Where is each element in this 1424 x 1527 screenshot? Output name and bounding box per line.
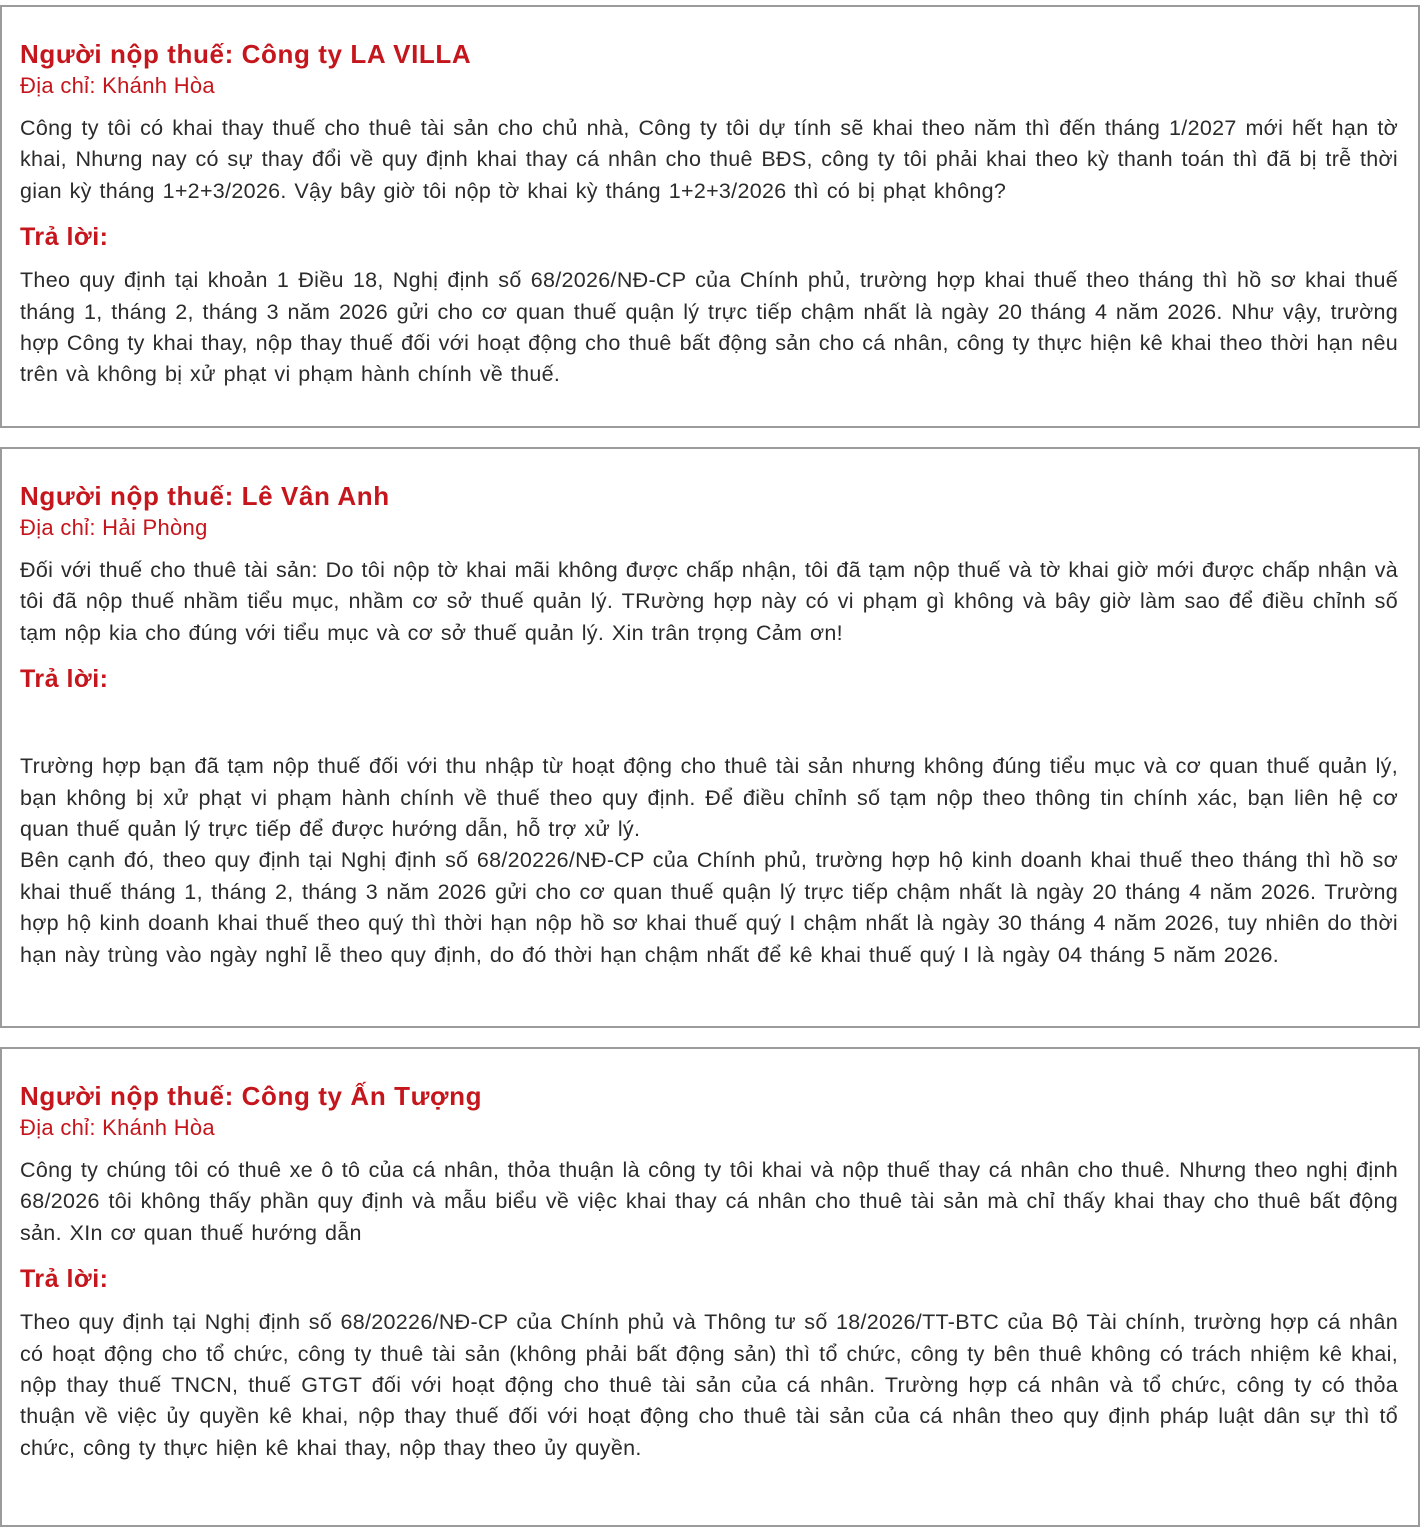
question-text: Công ty tôi có khai thay thuế cho thuê tài sản cho chủ nhà, Công ty tôi dự tính sẽ khai theo năm thì đến tháng 1/2027 mới hết hạn tờ khai, Nhưng nay có sự thay đổi về quy định khai thay cá nhân cho thuê BĐS, công ty tôi phải khai theo kỳ thanh toán thì đã bị trễ thời gian kỳ tháng 1+2+3/2026. Vậy bây giờ tôi nộp tờ khai kỳ tháng 1+2+3/2026 thì có bị phạt không? [20,116,1398,203]
answer-paragraph: Theo quy định tại khoản 1 Điều 18, Nghị định số 68/2026/NĐ-CP của Chính phủ, trường hợp khai thuế theo tháng thì hồ sơ khai thuế tháng 1, tháng 2, tháng 3 năm 2026 gửi cho cơ quan thuế quận lý trực tiếp chậm nhất là ngày 20 tháng 4 năm 2026. Như vậy, trường hợp Công ty khai thay, nộp thay thuế đối với hoạt động cho thuê bất động sản cho cá nhân, công ty thực hiện kê khai theo thời hạn nêu trên và không bị xử phạt vi phạm hành chính về thuế. [20,268,1398,387]
qa-card [0,447,1420,1028]
question-text: Công ty chúng tôi có thuê xe ô tô của cá nhân, thỏa thuận là công ty tôi khai và nộp thuế thay cá nhân cho thuê. Nhưng theo nghị định 68/2026 tôi không thấy phần quy định và mẫu biểu về việc khai thay cá nhân cho thuê tài sản mà chỉ thấy khai thay cho thuê bất động sản. XIn cơ quan thuế hướng dẫn [20,1158,1398,1245]
answer-label: Trả lời: [20,665,109,694]
taxpayer-address: Địa chỉ: Khánh Hòa [20,73,215,98]
taxpayer-name: Người nộp thuế: Lê Vân Anh [20,481,390,511]
answer-body [20,1307,1398,1464]
taxpayer-name: Người nộp thuế: Công ty LA VILLA [20,39,472,69]
qa-card [0,1047,1420,1527]
taxpayer-address: Địa chỉ: Khánh Hòa [20,1115,215,1140]
answer-label: Trả lời: [20,1265,109,1294]
qa-card [0,5,1420,428]
answer-paragraph: Bên cạnh đó, theo quy định tại Nghị định số 68/20226/NĐ-CP của Chính phủ, trường hợp hộ kinh doanh khai thuế theo tháng thì hồ sơ khai thuế tháng 1, tháng 2, tháng 3 năm 2026 gửi cho cơ quan thuế quận lý trực tiếp chậm nhất là ngày 20 tháng 4 năm 2026. Trường hợp hộ kinh doanh khai thuế theo quý thì thời hạn nộp hồ sơ khai thuế quý I chậm nhất là ngày 30 tháng 4 năm 2026, tuy nhiên do thời hạn này trùng vào ngày nghỉ lễ theo quy định, do đó thời hạn chậm nhất để kê khai thuế quý I là ngày 04 tháng 5 năm 2026. [20,848,1398,967]
answer-body [20,265,1398,391]
spacer [20,707,1398,751]
answer-paragraph: Trường hợp bạn đã tạm nộp thuế đối với thu nhập từ hoạt động cho thuê tài sản nhưng không đúng tiểu mục và cơ quan thuế quản lý, bạn không bị xử phạt vi phạm hành chính về thuế theo quy định. Để điều chỉnh số tạm nộp theo thông tin chính xác, bạn liên hệ cơ quan thuế quản lý trực tiếp để được hướng dẫn, hỗ trợ xử lý. [20,754,1398,842]
answer-body [20,751,1398,971]
answer-label: Trả lời: [20,223,109,252]
taxpayer-address: Địa chỉ: Hải Phòng [20,515,208,540]
question-text: Đối với thuế cho thuê tài sản: Do tôi nộp tờ khai mãi không được chấp nhận, tôi đã tạm nộp thuế và tờ khai giờ mới được chấp nhận và tôi đã nộp thuế nhầm tiểu mục, nhầm cơ sở thuế quản lý. TRường hợp này có vi phạm gì không và bây giờ làm sao để điều chỉnh số tạm nộp kia cho đúng với tiểu mục và cơ sở thuế quản lý. Xin trân trọng Cảm ơn! [20,558,1398,645]
taxpayer-name: Người nộp thuế: Công ty Ấn Tượng [20,1081,483,1111]
answer-paragraph: Theo quy định tại Nghị định số 68/20226/NĐ-CP của Chính phủ và Thông tư số 18/2026/TT-BTC của Bộ Tài chính, trường hợp cá nhân có hoạt động cho tổ chức, công ty thuê tài sản (không phải bất động sản) thì tổ chức, công ty bên thuê không có trách nhiệm kê khai, nộp thay thuế TNCN, thuế GTGT đối với hoạt động cho thuê tài sản của cá nhân. Trường hợp cá nhân và tổ chức, công ty có thỏa thuận về việc ủy quyền kê khai, nộp thay thuế đối với hoạt động cho thuê tài sản của cá nhân theo quy định pháp luật dân sự thì tổ chức, công ty thực hiện kê khai thay, nộp thay theo ủy quyền. [20,1310,1398,1460]
